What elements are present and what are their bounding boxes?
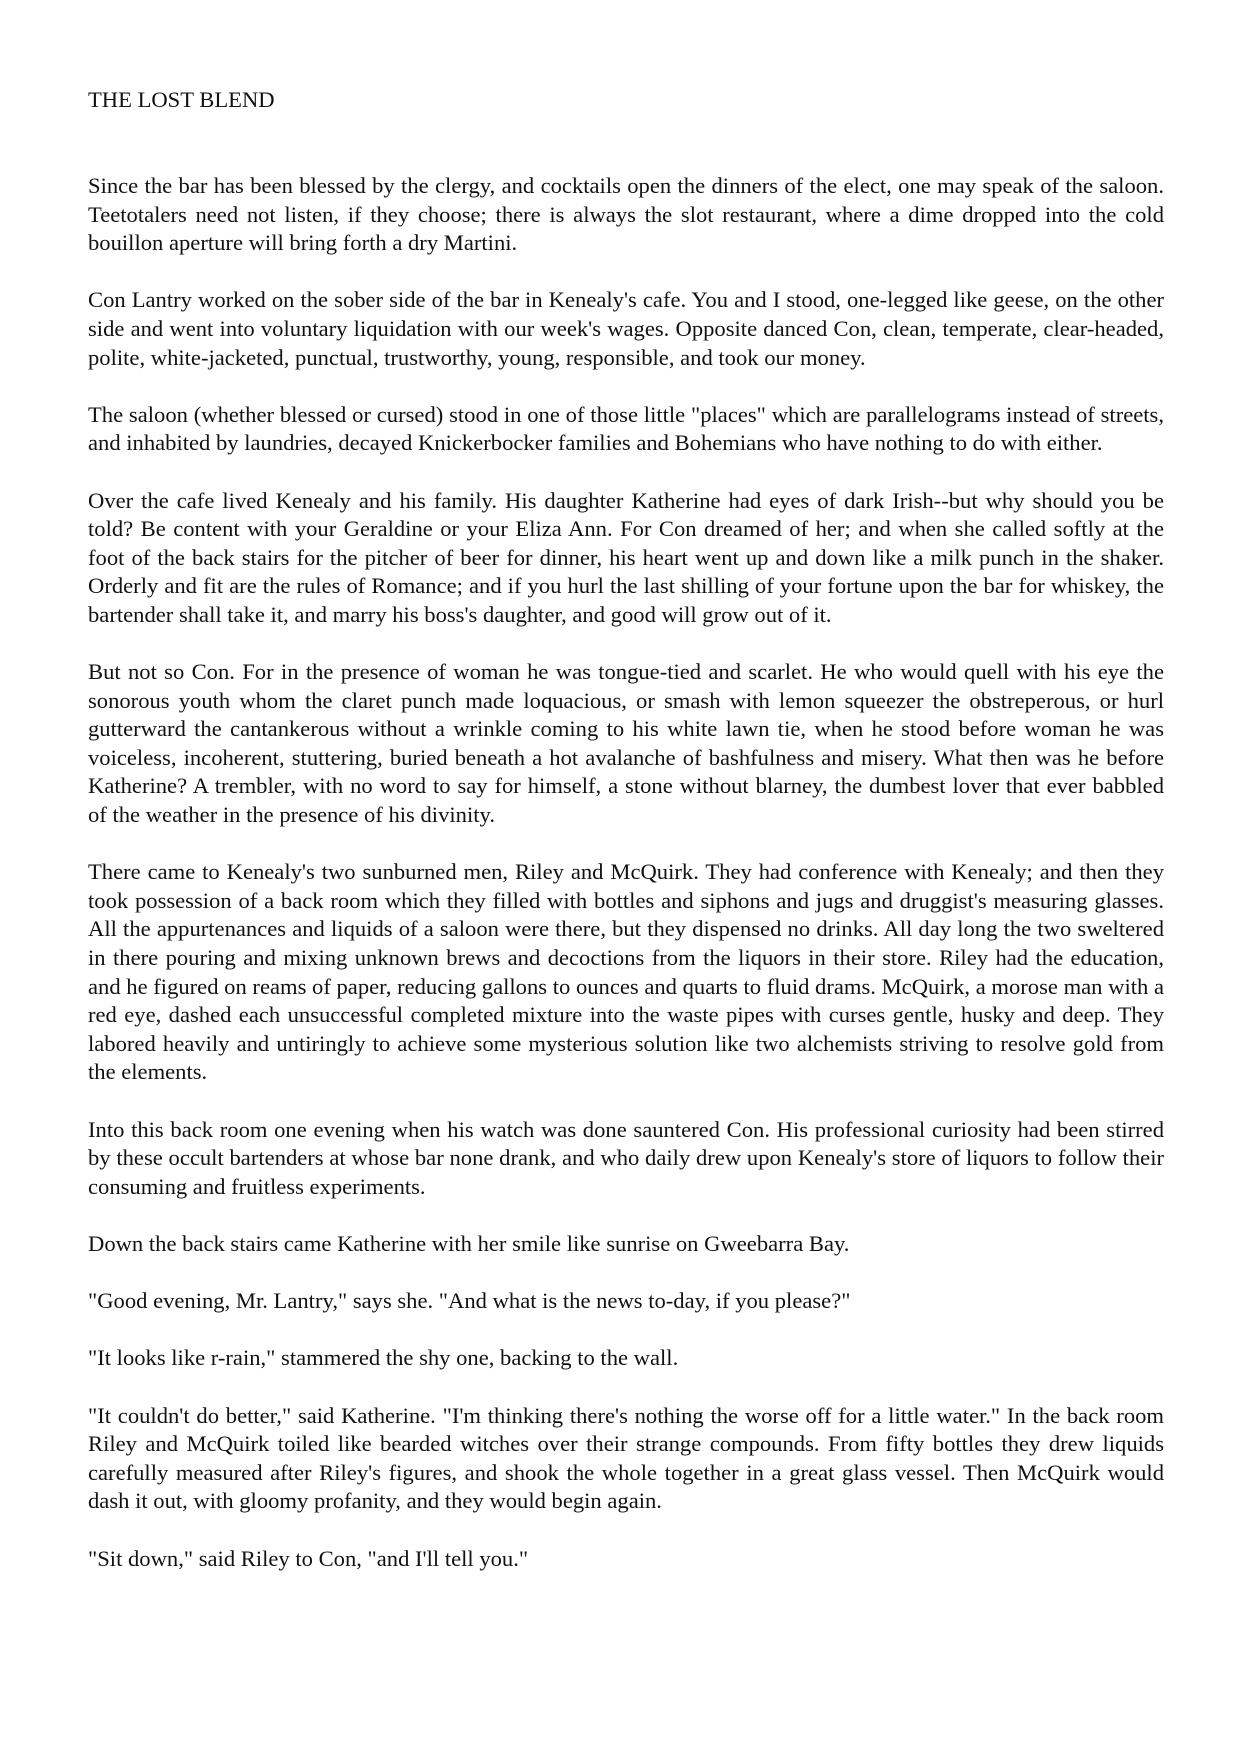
paragraph: Down the back stairs came Katherine with her smile like sunrise on Gweebarra Bay. xyxy=(88,1230,850,1256)
story-body xyxy=(88,172,1164,1602)
paragraph: The saloon (whether blessed or cursed) stood in one of those little "places" which are parallelograms instead of streets, and inhabited by laundries, decayed Knickerbocker families and Bohemians who have nothing to do with either. xyxy=(88,401,1164,456)
paragraph: But not so Con. For in the presence of woman he was tongue-tied and scarlet. He who would quell with his eye the sonorous youth whom the claret punch made loquacious, or smash with lemon squeezer the obstreperous, or hurl gutterward the cantankerous without a wrinkle coming to his white lawn tie, when he stood before woman he was voiceless, incoherent, stuttering, buried beneath a hot avalanche of bashfulness and misery. What then was he before Katherine? A trembler, with no word to say for himself, a stone without blarney, the dumbest lover that ever babbled of the weather in the presence of his divinity. xyxy=(88,659,1164,828)
paragraph: Since the bar has been blessed by the clergy, and cocktails open the dinners of the elect, one may speak of the saloon. Teetotalers need not listen, if they choose; there is always the slot restaurant, where a dime dropped into the cold bouillon aperture will bring forth a dry Martini. xyxy=(88,173,1164,256)
paragraph: There came to Kenealy's two sunburned men, Riley and McQuirk. They had conference with Kenealy; and then they took possession of a back room which they filled with bottles and siphons and jugs and druggist's measuring glasses. All the appurtenances and liquids of a saloon were there, but they dispensed no drinks. All day long the two sweltered in there pouring and mixing unknown brews and decoctions from the liquors in their store. Riley had the education, and he figured on reams of paper, reducing gallons to ounces and quarts to fluid drams. McQuirk, a morose man with a red eye, dashed each unsuccessful completed mixture into the waste pipes with curses gentle, husky and deep. They labored heavily and untiringly to achieve some mysterious solution like two alchemists striving to resolve gold from the elements. xyxy=(88,859,1164,1085)
paragraph: Into this back room one evening when his watch was done sauntered Con. His professional curiosity had been stirred by these occult bartenders at whose bar none drank, and who daily drew upon Kenealy's store of liquors to follow their consuming and fruitless experiments. xyxy=(88,1116,1164,1199)
paragraph: Over the cafe lived Kenealy and his family. His daughter Katherine had eyes of dark Irish--but why should you be told? Be content with your Geraldine or your Eliza Ann. For Con dreamed of her; and when she called softly at the foot of the back stairs for the pitcher of beer for dinner, his heart went up and down like a milk punch in the shaker. Orderly and fit are the rules of Romance; and if you hurl the last shilling of your fortune upon the bar for whiskey, the bartender shall take it, and marry his boss's daughter, and good will grow out of it. xyxy=(88,487,1164,627)
paragraph: "Good evening, Mr. Lantry," says she. "And what is the news to-day, if you please?" xyxy=(88,1288,851,1314)
paragraph: "Sit down," said Riley to Con, "and I'll tell you." xyxy=(88,1545,529,1571)
paragraph: "It looks like r-rain," stammered the shy one, backing to the wall. xyxy=(88,1345,679,1371)
paragraph: "It couldn't do better," said Katherine. "I'm thinking there's nothing the worse off for a little water." In the back room Riley and McQuirk toiled like bearded witches over their strange compounds. From fifty bottles they drew liquids carefully measured after Riley's figures, and shook the whole together in a great glass vessel. Then McQuirk would dash it out, with gloomy profanity, and they would begin again. xyxy=(88,1402,1164,1514)
paragraph: Con Lantry worked on the sober side of the bar in Kenealy's cafe. You and I stood, one-legged like geese, on the other side and went into voluntary liquidation with our week's wages. Opposite danced Con, clean, temperate, clear-headed, polite, white-jacketed, punctual, trustworthy, young, responsible, and took our money. xyxy=(88,287,1164,370)
story-title: THE LOST BLEND xyxy=(88,87,275,112)
